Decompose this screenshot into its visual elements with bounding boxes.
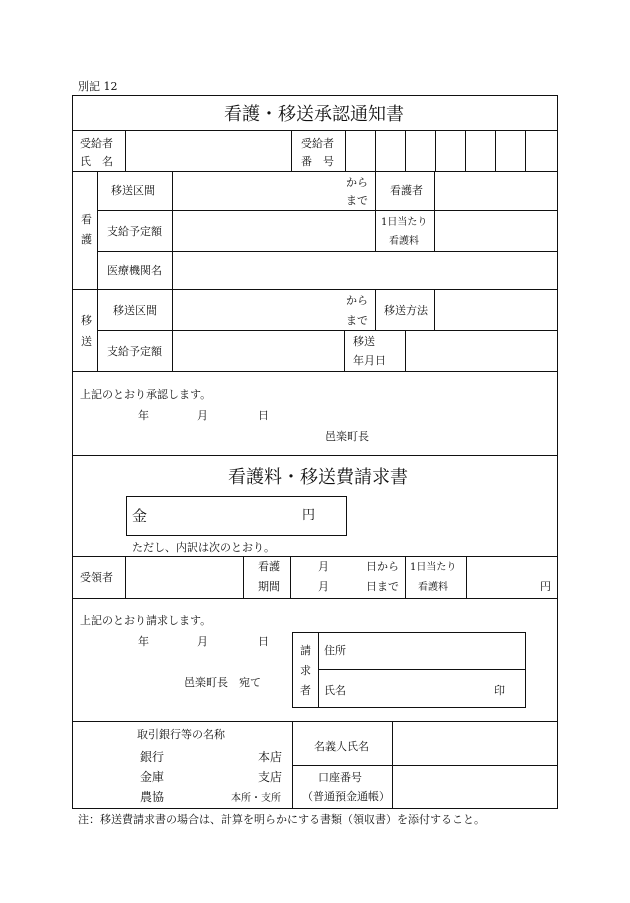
section-divider	[72, 455, 558, 456]
seal-label: 印	[494, 684, 505, 697]
claimant-label-1: 請	[300, 644, 311, 657]
divider	[375, 289, 376, 330]
bank-branch-office: 本所・支所	[231, 793, 281, 804]
transport-planned-amount-field[interactable]	[173, 331, 343, 371]
bank-header: 取引銀行等の名称	[137, 728, 225, 741]
claimant-label-2: 求	[300, 664, 311, 677]
recipient-name-label-2: 氏 名	[80, 155, 113, 168]
medical-institution-field[interactable]	[173, 252, 557, 289]
divider	[345, 130, 346, 171]
nursing-route-field[interactable]	[173, 172, 343, 210]
name-label: 氏名	[324, 684, 346, 697]
divider	[72, 371, 558, 372]
claim-date-month: 月	[197, 635, 208, 648]
document-label: 別記 12	[78, 80, 118, 93]
claim-text: 上記のとおり請求します。	[80, 614, 212, 627]
digit-cell-divider	[465, 130, 466, 171]
transport-date-field[interactable]	[406, 331, 557, 371]
claim-yen-unit: 円	[540, 580, 551, 593]
divider	[72, 598, 558, 599]
nursing-daily-fee-field[interactable]	[435, 211, 557, 251]
account-holder-label: 名義人氏名	[314, 740, 369, 753]
claim-daily-fee-label-2: 看護料	[418, 582, 448, 593]
transport-date-label-2: 年月日	[353, 354, 386, 367]
recipient-number-label-1: 受給者	[301, 137, 334, 150]
approved-text: 上記のとおり承認します。	[80, 388, 212, 401]
nursing-daily-fee-label-2: 看護料	[389, 236, 419, 247]
receiver-field[interactable]	[126, 557, 243, 598]
nursing-planned-amount-field[interactable]	[173, 211, 374, 251]
transport-method-field[interactable]	[435, 290, 557, 330]
address-field[interactable]	[350, 633, 525, 668]
nursing-section-label-1: 看	[81, 213, 92, 226]
divider	[290, 556, 291, 598]
nursing-route-label: 移送区間	[111, 184, 155, 197]
approval-date-year: 年	[138, 409, 149, 422]
breakdown-note: ただし、内訳は次のとおり。	[132, 541, 275, 554]
divider	[97, 171, 98, 289]
divider	[243, 556, 244, 598]
account-holder-field[interactable]	[393, 722, 557, 765]
nursing-daily-fee-label-1: 1日当たり	[381, 217, 428, 228]
transport-route-from: から	[346, 294, 368, 307]
bank-type-bank: 銀行	[140, 750, 165, 764]
transport-section-label-2: 送	[81, 335, 92, 348]
claimant-label-3: 者	[300, 684, 311, 697]
bank-type-nokyo: 農協	[140, 790, 165, 804]
address-label: 住所	[324, 644, 346, 657]
recipient-name-label-1: 受給者	[80, 137, 113, 150]
transport-method-label: 移送方法	[384, 304, 428, 317]
period-to-day: 日まで	[366, 580, 399, 593]
account-number-label: 口座番号	[318, 771, 362, 784]
approval-title: 看護・移送承認通知書	[224, 104, 404, 125]
footnote: 注：移送費請求書の場合は、計算を明らかにする書類（領収書）を添付すること。	[78, 813, 485, 826]
account-type-label: （普通預金通帳）	[302, 790, 390, 803]
digit-cell-divider	[435, 130, 436, 171]
period-to-month: 月	[318, 580, 329, 593]
nursing-period-label-1: 看護	[258, 560, 280, 573]
period-from-month: 月	[318, 560, 329, 573]
bank-branch-main: 本店	[258, 750, 283, 764]
mayor-title: 邑楽町長	[325, 430, 369, 443]
divider	[318, 632, 319, 708]
period-from-day: 日から	[366, 560, 399, 573]
bank-branch-branch: 支店	[258, 770, 283, 784]
addressee: 邑楽町長 宛て	[184, 676, 261, 689]
digit-cell-divider	[525, 130, 526, 171]
nursing-section-label-2: 護	[81, 233, 92, 246]
recipient-name-field[interactable]	[126, 131, 291, 171]
nursing-route-to: まで	[346, 194, 368, 207]
approval-date-month: 月	[197, 409, 208, 422]
recipient-number-label-2: 番 号	[301, 155, 334, 168]
divider	[344, 330, 345, 371]
nursing-route-from: から	[346, 176, 368, 189]
divider	[405, 556, 406, 598]
claim-title: 看護料・移送費請求書	[228, 467, 408, 488]
medical-institution-label: 医療機関名	[107, 264, 162, 277]
nursing-period-label-2: 期間	[258, 580, 280, 593]
nursing-planned-amount-label: 支給予定額	[107, 225, 162, 238]
bank-type-shinkin: 金庫	[140, 770, 165, 784]
claim-daily-fee-label-1: 1日当たり	[410, 562, 457, 573]
caregiver-label: 看護者	[390, 184, 423, 197]
transport-planned-amount-label: 支給予定額	[107, 345, 162, 358]
transport-date-label-1: 移送	[353, 335, 375, 348]
transport-section-label-1: 移	[81, 314, 92, 327]
amount-unit: 円	[302, 508, 316, 523]
claim-date-day: 日	[258, 635, 269, 648]
digit-cell-divider	[495, 130, 496, 171]
amount-prefix: 金	[132, 507, 148, 525]
claim-date-year: 年	[138, 635, 149, 648]
digit-cell-divider	[405, 130, 406, 171]
approval-date-day: 日	[258, 409, 269, 422]
digit-cell-divider	[375, 130, 376, 171]
transport-route-to: まで	[346, 314, 368, 327]
transport-route-label: 移送区間	[113, 304, 157, 317]
account-number-field[interactable]	[393, 766, 557, 808]
divider	[291, 130, 292, 171]
transport-route-field[interactable]	[173, 290, 343, 330]
receiver-label: 受領者	[80, 571, 113, 584]
caregiver-field[interactable]	[435, 172, 557, 210]
divider	[375, 171, 376, 251]
name-field[interactable]	[350, 670, 485, 707]
